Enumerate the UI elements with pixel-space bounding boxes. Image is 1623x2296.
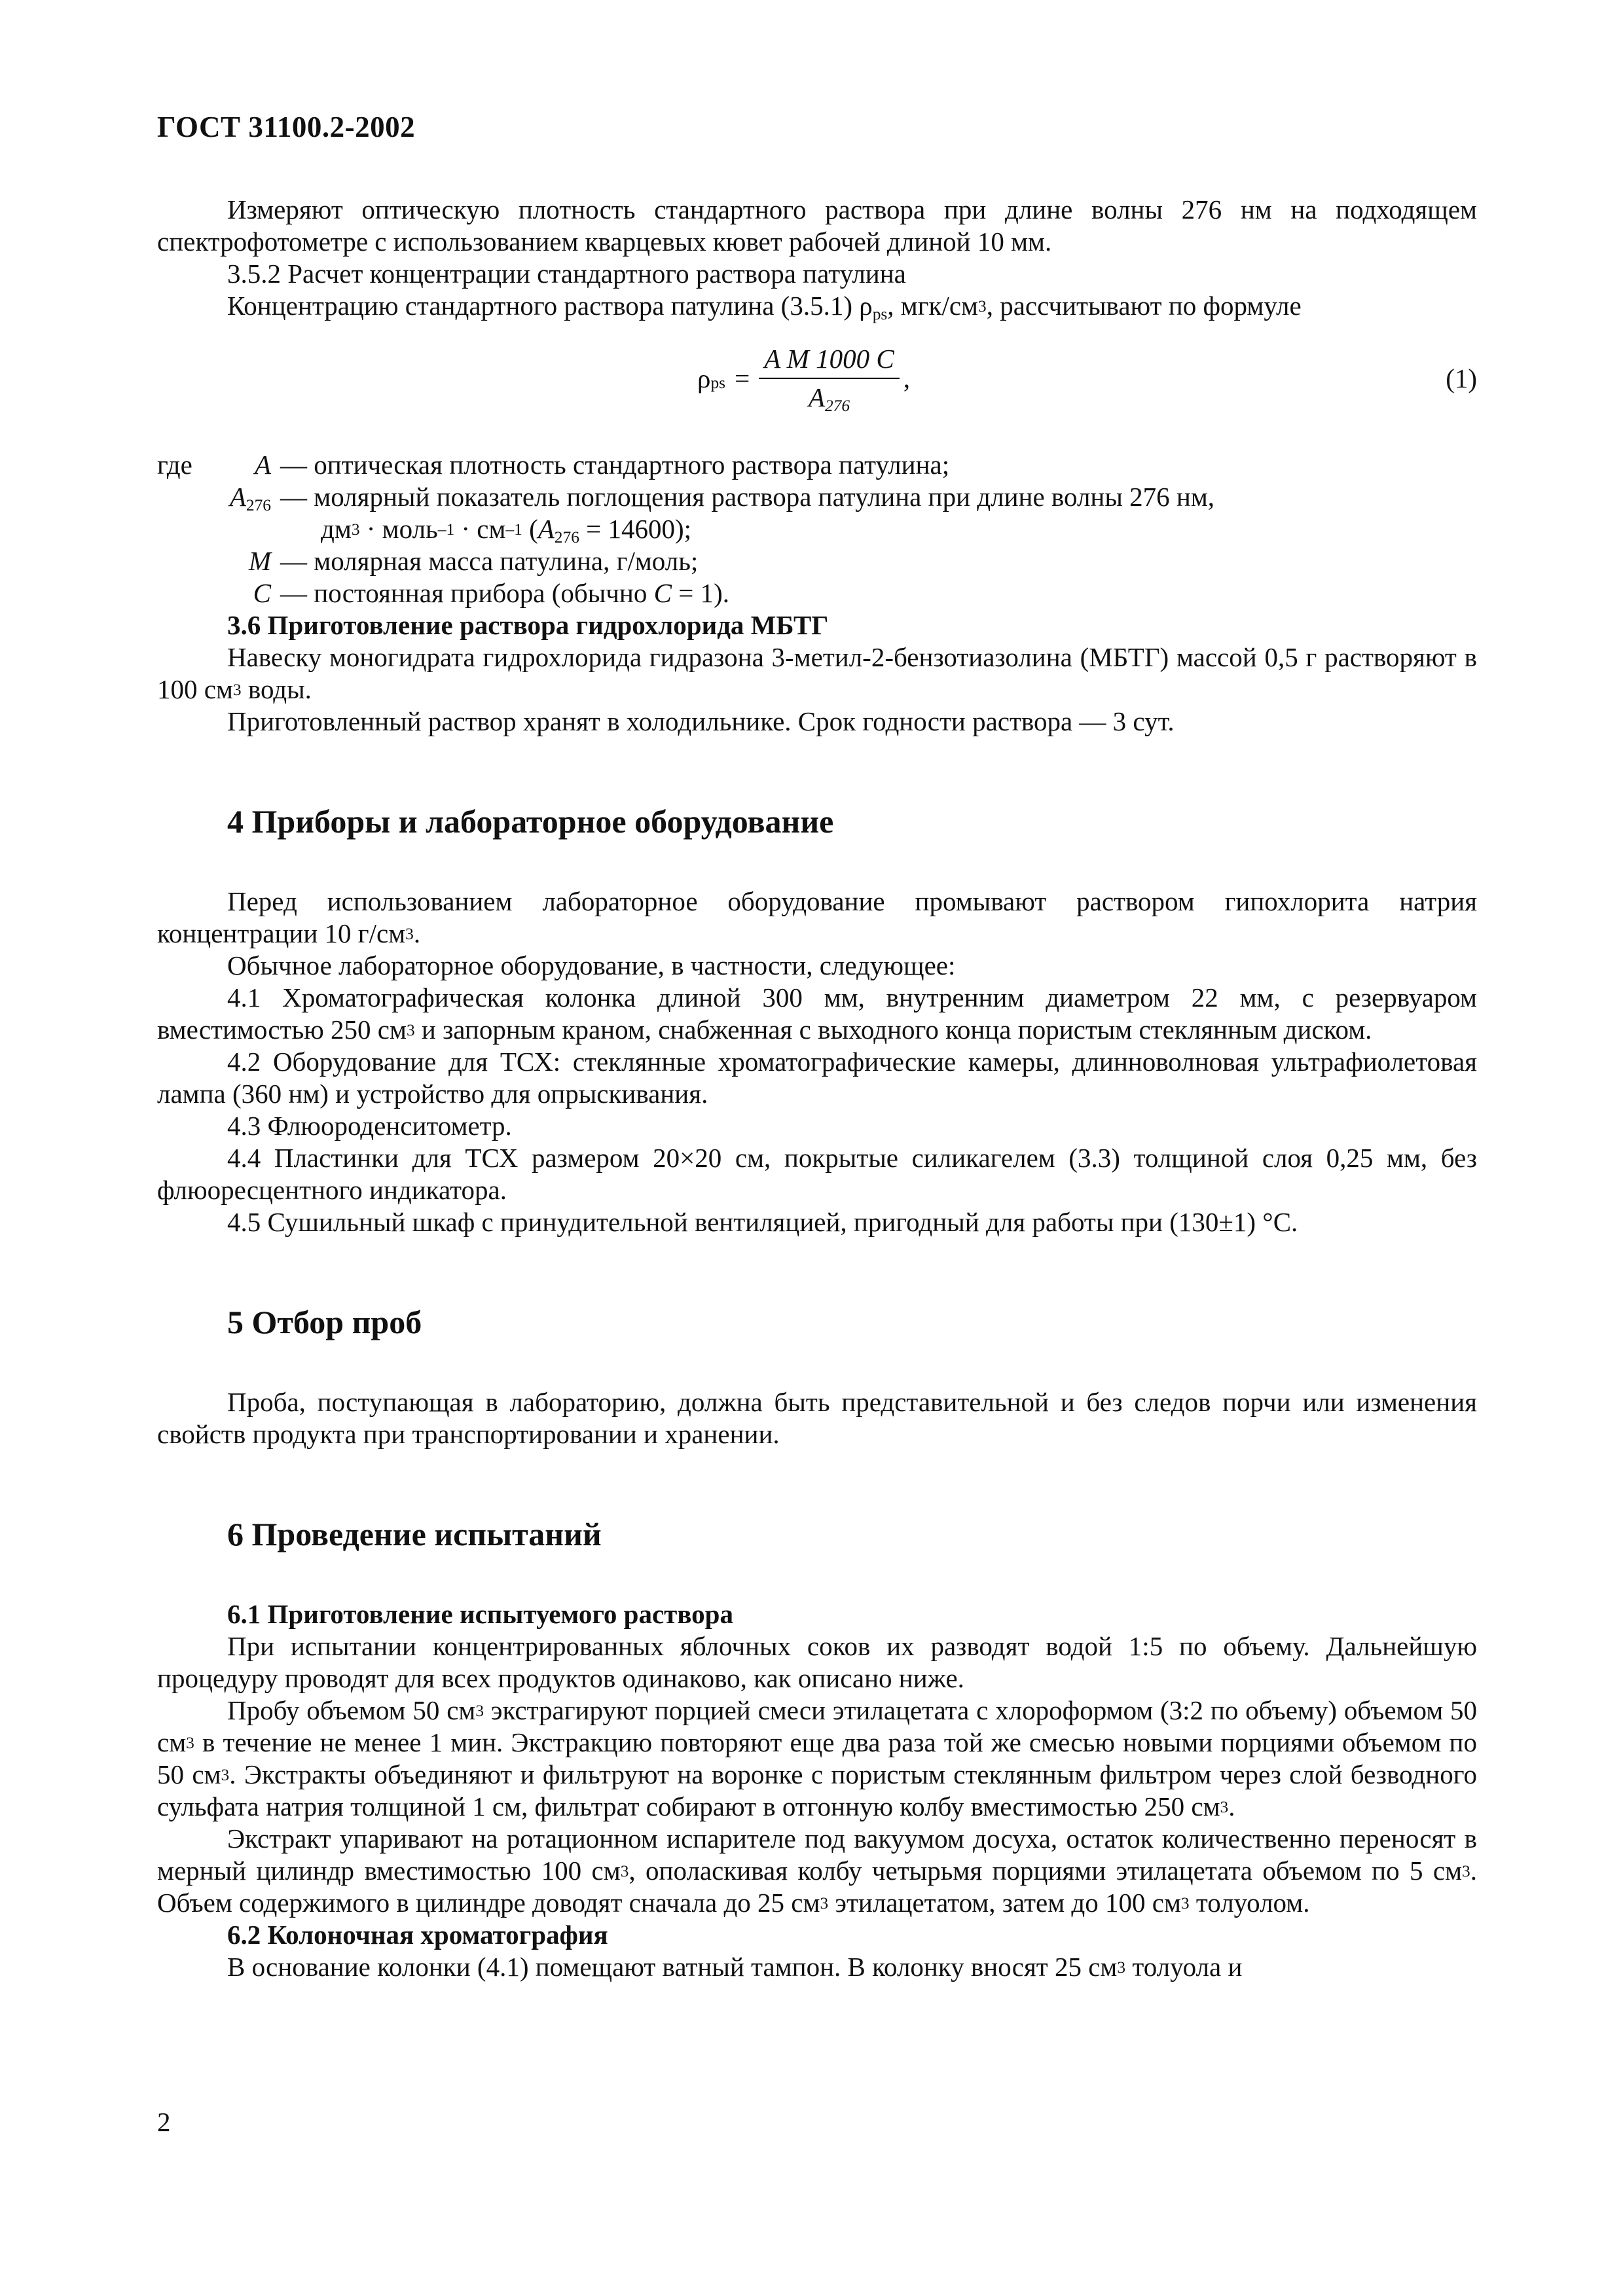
- formula-fraction: [759, 343, 900, 414]
- definition-c: C — постоянная прибора (обычно C = 1).: [253, 578, 730, 608]
- section-heading-5: 5 Отбор проб: [227, 1304, 422, 1340]
- paragraph-concentration-formula-intro: Концентрацию стандартного раствора патулина (3.5.1) $\rho_{ps}$, мгк/$см^3$, рассчитывают по формуле: [227, 291, 1302, 324]
- paragraph-juice-dilution: При испытании концентрированных яблочных соков их разводят водой 1:5 по объему. Дальнейшую процедуру проводят для всех продуктов одинаково, как описано ниже.: [157, 1631, 1477, 1693]
- definition-a: где A — оптическая плотность стандартного раствора патулина;: [157, 450, 950, 480]
- paragraph-sampling: Проба, поступающая в лабораторию, должна быть представительной и без следов порчи или изменения свойств продукта при транспортировании и хранении.: [157, 1387, 1477, 1449]
- document-header: ГОСТ 31100.2-2002: [157, 111, 416, 143]
- definition-a276: $A_{276}$ — молярный показатель поглощения раствора патулина при длине волны 276 нм, $дм^3$ · моль$^{-1}$ · $см^{-1}$ $(A_{276} = 14600)$;: [229, 482, 1215, 547]
- paragraph-equipment-washing: Перед использованием лабораторное оборудование промывают раствором гипохлорита натрия концентрации 10 $г/см^3$.: [157, 886, 1477, 948]
- item-4-3: 4.3 Флюороденситометр.: [227, 1111, 512, 1141]
- paragraph-evaporation: Экстракт упаривают на ротационном испарителе под вакуумом досуха, остаток количественно переносят в мерный цилиндр вместимостью 100 $см^3$, ополаскивая колбу четырьмя порциями этилацетата объемом по 5 $см^3$. Объем содержимого в цилиндре доводят сначала до 25 $см^3$ этилацетатом, затем до 100 $см^3$ толуолом.: [157, 1823, 1477, 1918]
- page-number: 2: [157, 2107, 171, 2137]
- formula-definitions: [157, 449, 1477, 609]
- subsection-heading-3-5-2: 3.5.2 Расчет концентрации стандартного раствора патулина: [227, 259, 906, 289]
- formula-number: (1): [1446, 363, 1477, 393]
- item-4-1: 4.1 Хроматографическая колонка длиной 300 мм, внутренним диаметром 22 мм, с резервуаром вместимостью 250 $см^3$ и запорным краном, снабженная с выходного конца пористым стеклянным диском.: [157, 982, 1477, 1045]
- subsection-heading-6-1: 6.1 Приготовление испытуемого раствора: [227, 1599, 733, 1629]
- formula: ρ $_{ps}$ = $\frac{\text{A M 1000 C}}{A_{276}}$ ,: [697, 344, 910, 416]
- formula-numerator: A M 1000 C: [759, 343, 900, 379]
- item-4-2: 4.2 Оборудование для ТСХ: стеклянные хроматографические камеры, длинноволновая ультрафиолетовая лампа (360 нм) и устройство для опрыскивания.: [157, 1047, 1477, 1109]
- document-body: [157, 194, 1477, 1983]
- paragraph-column-chromatography: В основание колонки (4.1) помещают ватный тампон. В колонку вносят 25 $см^3$ толуола и: [227, 1952, 1243, 1982]
- item-4-5: 4.5 Сушильный шкаф с принудительной вентиляцией, пригодный для работы при (130±1) °С.: [227, 1207, 1298, 1237]
- paragraph-extraction: Пробу объемом 50 $см^3$ экстрагируют порцией смеси этилацетата с хлороформом (3:2 по объему) объемом 50 $см^3$ в течение не менее 1 мин. Экстракцию повторяют еще два раза той же смесью новыми порциями объемом по 50 $см^3$. Экстракты объединяют и фильтруют на воронке с пористым стеклянным фильтром через слой безводного сульфата натрия толщиной 1 см, фильтрат собирают в отгонную колбу вместимостью 250 $см^3$.: [157, 1695, 1477, 1821]
- subsection-heading-3-6: 3.6 Приготовление раствора гидрохлорида МБТГ: [227, 610, 829, 640]
- paragraph-mbtg-weighing: Навеску моногидрата гидрохлорида гидразона 3-метил-2-бензотиазолина (МБТГ) массой 0,5 г растворяют в 100 $см^3$ воды.: [157, 642, 1477, 704]
- section-heading-6: 6 Проведение испытаний: [227, 1516, 602, 1552]
- formula-block: [157, 334, 1477, 425]
- section-heading-4: 4 Приборы и лабораторное оборудование: [227, 803, 834, 840]
- formula-denominator: $A_{276}$: [808, 382, 850, 416]
- paragraph-optical-density: Измеряют оптическую плотность стандартного раствора при длине волны 276 нм на подходящем спектрофотометре с использованием кварцевых кювет рабочей длиной 10 мм.: [157, 194, 1477, 257]
- paragraph-equipment-list-intro: Обычное лабораторное оборудование, в частности, следующее:: [227, 950, 956, 980]
- subsection-heading-6-2: 6.2 Колоночная хроматография: [227, 1920, 608, 1950]
- definition-m: M — молярная масса патулина, г/моль;: [248, 546, 699, 576]
- paragraph-mbtg-storage: Приготовленный раствор хранят в холодильнике. Срок годности раствора — 3 сут.: [227, 706, 1175, 736]
- item-4-4: 4.4 Пластинки для ТСХ размером 20×20 см, покрытые силикагелем (3.3) толщиной слоя 0,25 мм, без флюоресцентного индикатора.: [157, 1143, 1477, 1205]
